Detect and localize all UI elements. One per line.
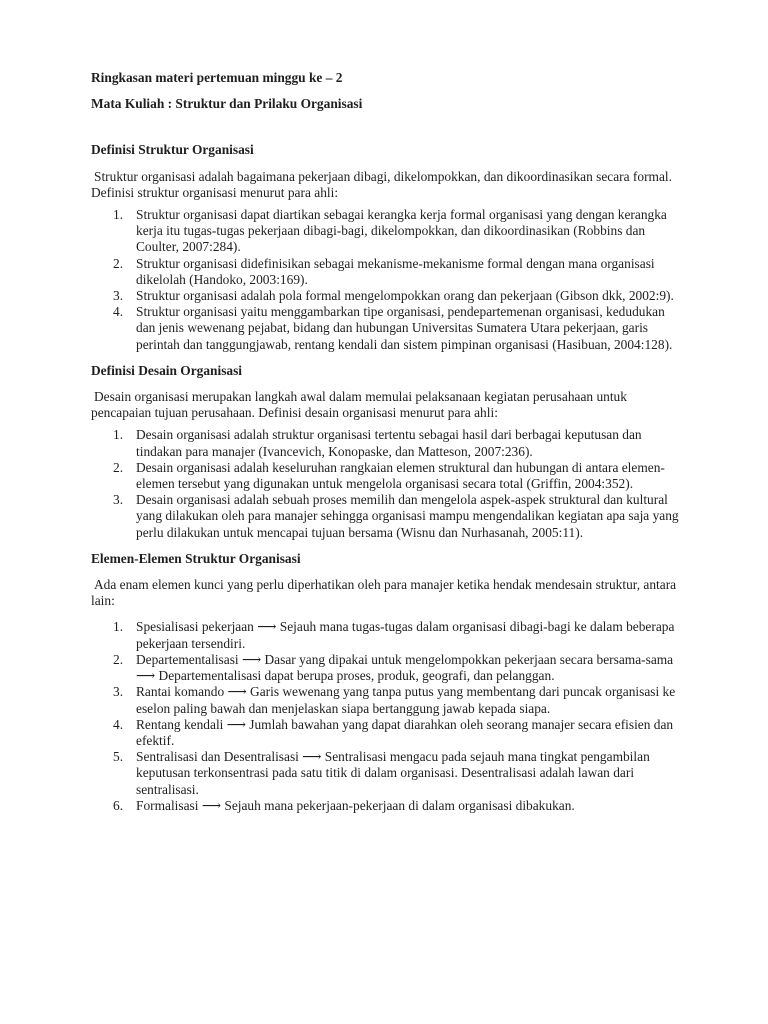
section-intro-elemen-struktur: Ada enam elemen kunci yang perlu diperhatikan oleh para manajer ketika hendak mendesain struktur, antara lain: (91, 577, 677, 609)
list-item (91, 798, 680, 814)
list-text: Desain organisasi adalah keseluruhan rangkaian elemen struktural dan hubungan di antara elemen-elemen tersebut yang digunakan untuk mengelola organisasi secara total (Griffin, 2004:352). (136, 459, 665, 492)
list-text: Desain organisasi adalah sebuah proses memilih dan mengelola aspek-aspek struktural dan kultural yang dilakukan oleh para manajer sehingga organisasi mampu mengendalikan kegiatan apa saja yang perlu dilakukan untuk mencapai tujuan bersama (Wisnu dan Nurhasanah, 2005:11). (136, 492, 679, 540)
section-title-definisi-struktur: Definisi Struktur Organisasi (91, 142, 254, 158)
list-text: Departementalisasi ⟶ Dasar yang dipakai untuk mengelompokkan pekerjaan secara bersama-sama ⟶ Departementalisasi dapat berupa proses, produk, geografi, dan pelanggan. (136, 651, 674, 684)
list-text: Rentang kendali ⟶ Jumlah bawahan yang dapat diarahkan oleh seorang manajer secara efisien dan efektif. (136, 716, 674, 748)
list-item (91, 684, 680, 716)
list-text: Struktur organisasi adalah pola formal mengelompokkan orang dan pekerjaan (Gibson dkk, 2002:9). (136, 288, 674, 304)
section-intro-definisi-desain: Desain organisasi merupakan langkah awal dalam memulai pelaksanaan kegiatan perusahaan untuk pencapaian tujuan perusahaan. Definisi desain organisasi menurut para ahli: (91, 389, 627, 421)
list-text: Sentralisasi dan Desentralisasi ⟶ Sentralisasi mengacu pada sejauh mana tingkat pengambilan keputusan terkonsentrasi pada satu titik di dalam organisasi. Desentralisasi adalah lawan dari sentralisasi. (136, 749, 650, 797)
list-item (91, 492, 680, 541)
list-text: Struktur organisasi yaitu menggambarkan tipe organisasi, pendepartemenan organisasi, kedudukan dan jenis wewenang pejabat, bidang dan hubungan Universitas Sumatera Utara pekerjaan, garis perintah dan tanggungjawab, rentang kendali dan sistem pimpinan organisasi (Hasibuan, 2004:128). (136, 304, 673, 352)
list-item (91, 717, 680, 749)
list-number: 2. (113, 651, 124, 667)
section-title-elemen-struktur: Elemen-Elemen Struktur Organisasi (91, 550, 301, 566)
list-number: 3. (113, 492, 124, 508)
list-definisi-desain (91, 427, 680, 540)
list-item (91, 427, 680, 459)
list-text: Rantai komando ⟶ Garis wewenang yang tanpa putus yang membentang dari puncak organisasi ke eselon paling bawah dan menjelaskan siapa bertanggung jawab kepada siapa. (136, 684, 676, 716)
list-number: 3. (113, 684, 124, 700)
list-text: Struktur organisasi dapat diartikan sebagai kerangka kerja formal organisasi yang dengan kerangka kerja itu tugas-tugas pekerjaan dibagi-bagi, dikelompokkan, dan dikoordinasikan (Robbins dan Coulter, 2007:284). (136, 207, 667, 255)
list-text: Struktur organisasi didefinisikan sebagai mekanisme-mekanisme formal dengan mana organisasi dikelolah (Handoko, 2003:169). (136, 255, 655, 287)
list-number: 3. (113, 288, 124, 304)
list-item (91, 460, 680, 492)
list-text: Formalisasi ⟶ Sejauh mana pekerjaan-pekerjaan di dalam organisasi dibakukan. (136, 797, 575, 813)
list-number: 2. (113, 255, 124, 271)
list-item (91, 304, 680, 353)
list-item (91, 256, 680, 288)
list-definisi-struktur (91, 207, 680, 353)
list-item (91, 652, 680, 684)
list-item (91, 749, 680, 798)
list-item (91, 207, 680, 256)
section-title-definisi-desain: Definisi Desain Organisasi (91, 362, 243, 378)
list-number: 5. (113, 749, 124, 765)
list-number: 1. (113, 427, 124, 443)
list-text: Desain organisasi adalah struktur organisasi tertentu sebagai hasil dari berbagai keputusan dan tindakan para manajer (Ivancevich, Konopaske, dan Matteson, 2007:236). (136, 427, 642, 459)
list-number: 1. (113, 619, 124, 635)
list-item (91, 288, 680, 304)
list-number: 2. (113, 459, 124, 475)
list-number: 6. (113, 797, 124, 813)
list-number: 1. (113, 207, 124, 223)
list-elemen-struktur (91, 619, 680, 813)
course-heading: Mata Kuliah : Struktur dan Prilaku Organisasi (91, 96, 363, 112)
list-number: 4. (113, 304, 124, 320)
list-item (91, 619, 680, 651)
section-intro-definisi-struktur: Struktur organisasi adalah bagaimana pekerjaan dibagi, dikelompokkan, dan dikoordinasikan secara formal. Definisi struktur organisasi menurut para ahli: (91, 168, 672, 200)
summary-heading: Ringkasan materi pertemuan minggu ke – 2 (91, 70, 343, 85)
list-text: Spesialisasi pekerjaan ⟶ Sejauh mana tugas-tugas dalam organisasi dibagi-bagi ke dalam beberapa pekerjaan tersendiri. (136, 619, 675, 651)
list-number: 4. (113, 716, 124, 732)
